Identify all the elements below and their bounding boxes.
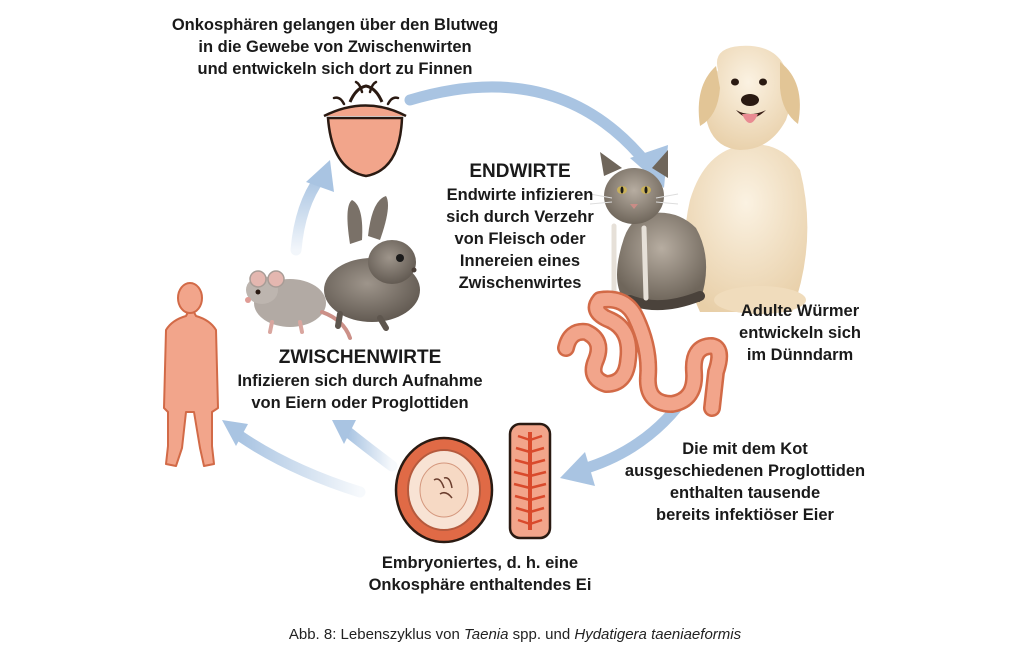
finne-cyst-icon (324, 82, 406, 176)
figure-caption: Abb. 8: Lebenszyklus von Taenia spp. und Hydatigera taeniaeformis (288, 626, 742, 643)
rabbit-illustration (324, 196, 420, 328)
proglottid-icon (510, 424, 550, 538)
adulte-wuermer-label: Adulte Würmer entwickeln sich im Dünndarm (739, 302, 861, 364)
embryonated-egg-icon (396, 438, 492, 542)
endwirte-title: ENDWIRTE (469, 161, 571, 182)
arrow-left-up (296, 160, 334, 250)
kot-proglottiden-label: Die mit dem Kot ausgeschiedenen Proglottiden enthalten tausende bereits infektiöser Eier (624, 440, 866, 524)
tapeworm-illustration (566, 299, 719, 408)
zwischenwirte-title: ZWISCHENWIRTE (278, 347, 442, 368)
zwischenwirte-label: ZWISCHENWIRTE Infizieren sich durch Aufnahme von Eiern oder Proglottiden (220, 346, 500, 414)
human-silhouette-icon (164, 283, 218, 466)
endwirte-label: ENDWIRTE Endwirte infizieren sich durch Verzehr von Fleisch oder Innereien eines Zwischenwirtes (430, 160, 610, 294)
onkosphaeren-label: Onkosphären gelangen über den Blutweg in die Gewebe von Zwischenwirten und entwickeln sich dort zu Finnen (171, 16, 499, 78)
arrow-to-zwischenwirte (332, 420, 392, 466)
embryo-ei-label: Embryoniertes, d. h. eine Onkosphäre enthaltendes Ei (368, 554, 592, 594)
